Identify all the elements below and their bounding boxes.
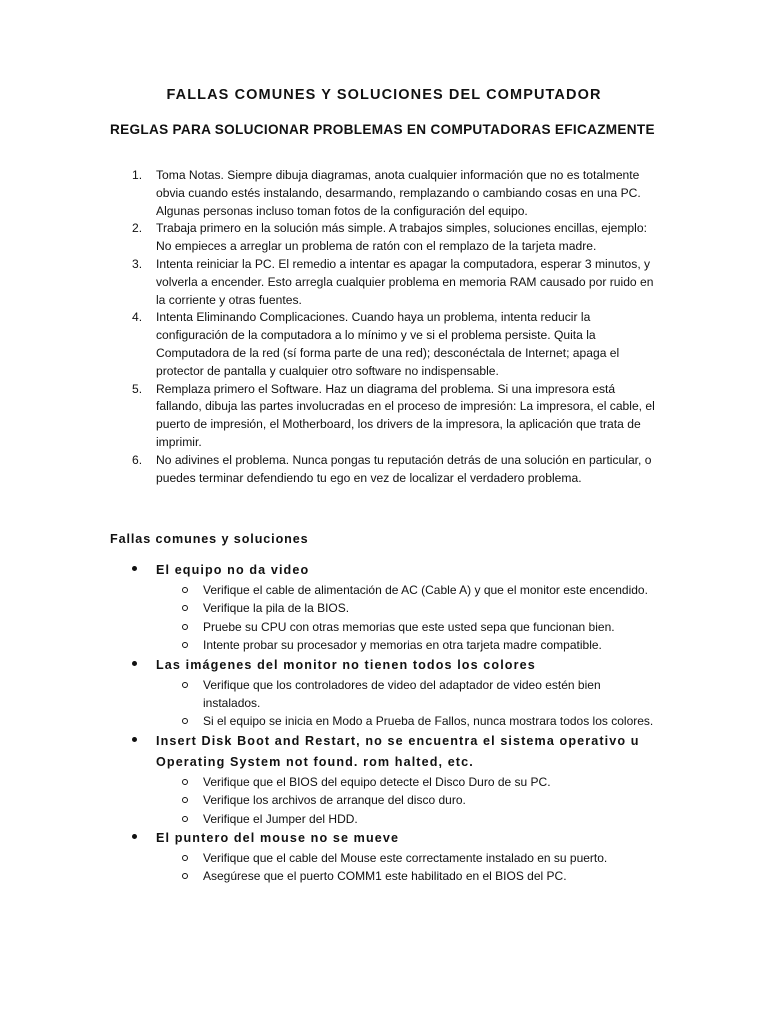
rule-text: El remedio a intentar es apagar la computadora, esperar 3 minutos, y volverla a encender. Esto arregla cualquier problema en memoria RAM causado por ruido en la corriente y otras fuentes. [156,256,654,307]
rule-lead: Toma Notas. [156,168,224,182]
check-item [156,618,655,636]
circle-bullet-icon [182,873,188,879]
check-text: Verifique que el BIOS del equipo detecte el Disco Duro de su PC. [203,774,551,789]
rules-heading: REGLAS PARA SOLUCIONAR PROBLEMAS EN COMPUTADORAS EFICAZMENTE [110,122,655,137]
check-item [156,867,655,885]
page-title: FALLAS COMUNES Y SOLUCIONES DEL COMPUTADOR [166,87,602,103]
rule-lead: No adivines el problema. [156,452,290,467]
rule-text: Haz un diagrama del problema. Si una impresora está fallando, dibuja las partes involucradas en el proceso de impresión: La impresora, el cable, el puerto de impresión, el Motherboard, los drivers de la impresora, la aplicación que trata de imprimir. [156,381,655,449]
rule-lead: Remplaza primero el Software. [156,381,323,396]
check-item [156,773,655,791]
rule-lead: Trabaja primero en la solución más simple. [156,221,387,236]
rule-number: 4. [132,310,143,325]
check-text: Verifique que el cable del Mouse este correctamente instalado en su puerto. [203,851,608,866]
fault-item [110,731,655,828]
faults-list [110,560,655,886]
rule-text: A trabajos simples, soluciones encillas, ejemplo: No empieces a arreglar un problema de ratón con el remplazo de la tarjeta madre. [156,221,647,254]
circle-bullet-icon [182,779,188,785]
rule-item [110,256,655,309]
circle-bullet-icon [182,642,188,648]
circle-bullet-icon [182,587,188,593]
check-text: Verifique la pila de la BIOS. [203,601,350,616]
check-item [156,676,655,713]
check-item [156,636,655,654]
checks-list [156,849,655,886]
check-text: Intente probar su procesador y memorias en otra tarjeta madre compatible. [203,638,602,653]
check-item [156,581,655,599]
fault-title: El puntero del mouse no se mueve [156,831,400,846]
check-text: Verifique los archivos de arranque del disco duro. [203,793,466,808]
rule-lead: Intenta reiniciar la PC. [156,256,275,271]
circle-bullet-icon [182,718,188,724]
checks-list [156,581,655,655]
rule-number: 6. [132,452,143,467]
rule-text: Nunca pongas tu reputación detrás de una solución en particular, o puedes terminar defendiendo tu ego en vez de localizar el verdadero problema. [156,452,652,485]
rule-item [110,167,655,220]
rule-item [110,220,655,256]
check-text: Asegúrese que el puerto COMM1 este habilitado en el BIOS del PC. [203,869,567,884]
check-text: Verifique el cable de alimentación de AC (Cable A) y que el monitor este encendido. [203,583,648,597]
bullet-icon [132,834,137,839]
circle-bullet-icon [182,816,188,822]
check-text: Verifique el Jumper del HDD. [203,811,358,826]
bullet-icon [132,737,137,742]
rule-text: Cuando haya un problema, intenta reducir la configuración de la computadora a lo mínimo y ve si el problema persiste. Quita la Computadora de la red (sí forma parte de una red); desconéctala de Internet; apaga el protector de pantalla y cualquier otro software no indispensable. [156,310,620,378]
circle-bullet-icon [182,855,188,861]
rule-text: Siempre dibuja diagramas, anota cualquier información que no es totalmente obvia cuando estés instalando, desarmando, remplazando o cambiando cosas en una PC. Algunas personas incluso toman fotos de la configuración del equipo. [156,168,641,218]
check-text: Pruebe su CPU con otras memorias que este usted sepa que funcionan bien. [203,619,615,634]
circle-bullet-icon [182,605,188,611]
check-item [156,599,655,617]
rule-number: 5. [132,381,143,396]
fault-title: El equipo no da video [156,563,310,577]
check-text: Verifique que los controladores de video del adaptador de video estén bien instalados. [203,677,601,711]
rule-number: 1. [132,168,143,182]
fault-item [110,828,655,886]
rule-number: 2. [132,221,143,236]
bullet-icon [132,661,137,666]
rule-item [110,452,655,488]
fault-title: Insert Disk Boot and Restart, no se encuentra el sistema operativo u Operating System not found. rom halted, etc. [156,733,640,769]
bullet-icon [132,566,137,571]
checks-list [156,676,655,731]
fault-item [110,655,655,731]
rule-item [110,381,655,452]
rule-lead: Intenta Eliminando Complicaciones. [156,310,349,325]
rules-list [110,167,655,487]
fault-title: Las imágenes del monitor no tienen todos los colores [156,657,536,672]
checks-list [156,773,655,828]
check-item [156,791,655,809]
circle-bullet-icon [182,797,188,803]
rule-number: 3. [132,256,143,271]
check-text: Si el equipo se inicia en Modo a Prueba de Fallos, nunca mostrara todos los colores. [203,714,654,729]
circle-bullet-icon [182,624,188,630]
check-item [156,849,655,867]
rule-item [110,309,655,380]
circle-bullet-icon [182,682,188,688]
check-item [156,712,655,730]
faults-heading: Fallas comunes y soluciones [110,532,309,546]
check-item [156,810,655,828]
fault-item [110,560,655,655]
